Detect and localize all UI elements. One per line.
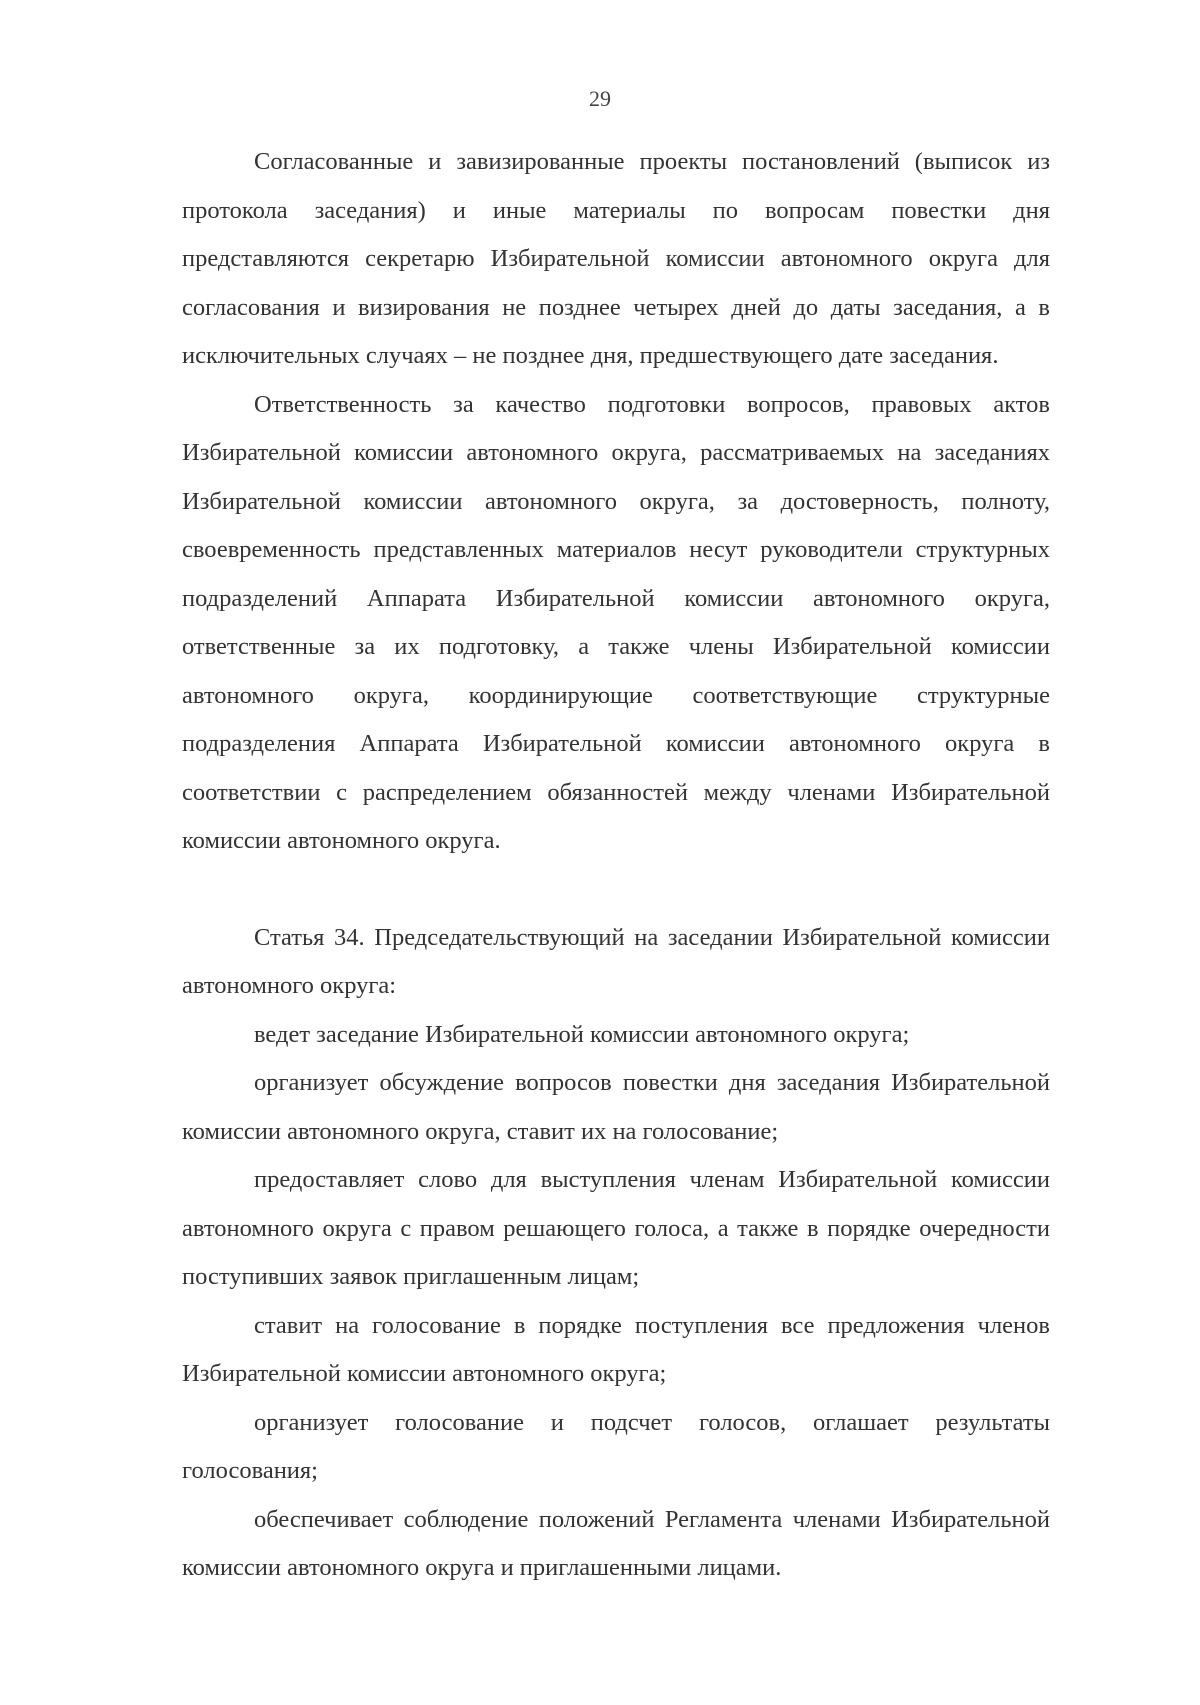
paragraph-responsibility: Ответственность за качество подготовки вопросов, правовых актов Избирательной комиссии автономного округа, рассматриваемых на заседаниях Избирательной комиссии автономного округа, за достоверность, полноту, своевременность представленных материалов несут руководители структурных подразделений Аппарата Избирательной комиссии автономного округа, ответственные за их подготовку, а также члены Избирательной комиссии автономного округа, координирующие соответствующие структурные подразделения Аппарата Избирательной комиссии автономного округа в соответствии с распределением обязанностей между членами Избирательной комиссии автономного округа. — [182, 390, 1050, 854]
page-number: 29 — [589, 86, 611, 111]
article-item: организует голосование и подсчет голосов, оглашает результаты голосования; — [182, 1408, 1050, 1484]
article-item: обеспечивает соблюдение положений Регламента членами Избирательной комиссии автономного округа и приглашенными лицами. — [182, 1505, 1050, 1581]
article-item: ведет заседание Избирательной комиссии автономного округа; — [254, 1020, 910, 1048]
paragraph-approved-drafts: Согласованные и завизированные проекты постановлений (выписок из протокола заседания) и иные материалы по вопросам повестки дня представляются секретарю Избирательной комиссии автономного округа для согласования и визирования не позднее четырех дней до даты заседания, а в исключительных случаях – не позднее дня, предшествующего дате заседания. — [182, 148, 1050, 369]
document-body — [182, 138, 1050, 1593]
article-item: организует обсуждение вопросов повестки дня заседания Избирательной комиссии автономного округа, ставит их на голосование; — [182, 1069, 1050, 1145]
article-item: предоставляет слово для выступления членам Избирательной комиссии автономного округа с правом решающего голоса, а также в порядке очередности поступивших заявок приглашенным лицам; — [182, 1166, 1050, 1290]
article-34-heading: Статья 34. Председательствующий на заседании Избирательной комиссии автономного округа: — [182, 923, 1050, 999]
article-item: ставит на голосование в порядке поступления все предложения членов Избирательной комиссии автономного округа; — [182, 1311, 1050, 1387]
